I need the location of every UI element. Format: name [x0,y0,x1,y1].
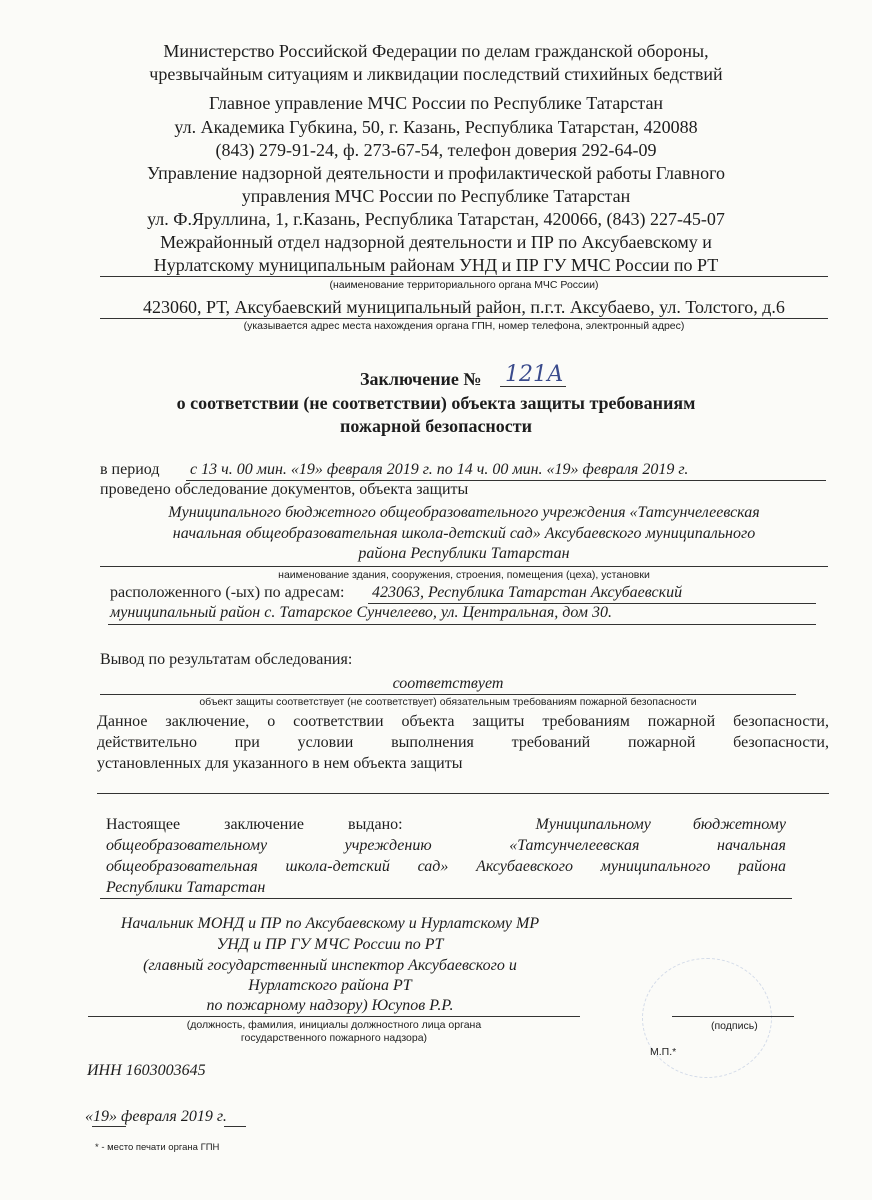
organ-address: 423060, РТ, Аксубаевский муниципальный район, п.г.т. Аксубаево, ул. Толстого, д.6 [143,297,785,317]
organ-underline [100,276,828,277]
signatory-caption: (должность, фамилия, инициалы должностного лица органа [186,1019,482,1031]
stamp-place-label: М.П.* [650,1046,677,1058]
period-value: с 13 ч. 00 мин. «19» февраля 2019 г. по 14 ч. 00 мин. «19» февраля 2019 г. [190,461,689,478]
title-line-3: пожарной безопасности [339,416,533,436]
signature-caption: (подпись) [711,1020,758,1032]
conclusion-underline [100,694,796,695]
object-caption: наименование здания, сооружения, строения, помещения (цеха), установки [278,569,650,581]
conclusion-caption: объект защиты соответствует (не соответствует) обязательным требованиям пожарной безопасности [199,696,697,708]
object-line: начальная общеобразовательная школа-детский сад» Аксубаевского муниципального [172,525,756,542]
date-day-underline [92,1126,126,1127]
header-line: (843) 279-91-24, ф. 273-67-54, телефон доверия 292-64-09 [215,140,657,160]
signatory-line: по пожарному надзору) Юсупов Р.Р. [206,997,454,1014]
address-underline [100,318,828,319]
conclusion-label: Вывод по результатам обследования: [100,651,353,668]
validity-underline [97,793,829,794]
period-label: в период [100,461,160,478]
location-label: расположенного (-ых) по адресам: [110,584,345,601]
location-value-2: муниципальный район с. Татарское Сунчелеево, ул. Центральная, дом 30. [110,604,612,621]
inn-text: ИНН 1603003645 [87,1062,206,1079]
object-underline [100,566,828,567]
title-prefix: Заключение № [360,369,482,389]
signatory-line: Нурлатского района РТ [248,977,412,994]
signatory-caption: государственного пожарного надзора) [240,1032,428,1044]
issued-line: общеобразовательному учреждению «Татсунчелеевская начальная [106,837,786,854]
signatory-line: УНД и ПР ГУ МЧС России по РТ [216,936,444,953]
issued-line: общеобразовательная школа-детский сад» Аксубаевского муниципального района [106,858,786,875]
header-line: чрезвычайным ситуациям и ликвидации последствий стихийных бедствий [149,64,723,84]
address-caption: (указывается адрес места нахождения органа ГПН, номер телефона, электронный адрес) [243,320,685,332]
footnote: * - место печати органа ГПН [95,1142,220,1153]
header-line: управления МЧС России по Республике Татарстан [241,186,631,206]
validity-text: установленных для указанного в нем объекта защиты [97,755,463,772]
seal-stamp [642,958,772,1078]
signature-line [672,1016,794,1017]
signatory-underline [88,1016,580,1017]
header-line: Управление надзорной деятельности и профилактической работы Главного [146,163,726,183]
number-underline [500,386,566,387]
issued-line: Муниципальному бюджетному [535,816,786,833]
location-value-1: 423063, Республика Татарстан Аксубаевский [372,584,683,601]
conclusion-number: 121А [505,362,564,387]
issued-underline [100,898,792,899]
organ-caption: (наименование территориального органа МЧС России) [329,279,599,291]
issue-date: «19» февраля 2019 г. [85,1108,227,1125]
header-line: ул. Ф.Яруллина, 1, г.Казань, Республика Татарстан, 420066, (843) 227-45-07 [147,209,725,229]
header-line: Министерство Российской Федерации по делам гражданской обороны, [163,41,709,61]
header-line: Нурлатскому муниципальным районам УНД и ПР ГУ МЧС России по РТ [153,255,719,275]
date-year-underline [224,1126,246,1127]
object-line: района Республики Татарстан [358,545,570,562]
issued-label: Настоящее заключение выдано: [106,816,403,833]
header-line: ул. Академика Губкина, 50, г. Казань, Республика Татарстан, 420088 [174,117,698,137]
location-underline-2 [108,624,816,625]
validity-text: действительно при условии выполнения требований пожарной безопасности, [97,734,829,751]
examined-text: проведено обследование документов, объекта защиты [100,481,469,498]
header-line: Главное управление МЧС России по Республике Татарстан [208,93,664,113]
signatory-line: (главный государственный инспектор Аксубаевского и [143,957,517,974]
object-line: Муниципального бюджетного общеобразовательного учреждения «Татсунчелеевская [168,504,760,521]
header-line: Межрайонный отдел надзорной деятельности и ПР по Аксубаевскому и [160,232,712,252]
issued-line: Республики Татарстан [106,879,266,896]
title-line-2: о соответствии (не соответствии) объекта защиты требованиям [176,393,696,413]
validity-text: Данное заключение, о соответствии объекта защиты требованиям пожарной безопасности, [97,713,829,730]
signatory-line: Начальник МОНД и ПР по Аксубаевскому и Нурлатскому МР [120,915,540,932]
conclusion-value: соответствует [392,675,504,692]
